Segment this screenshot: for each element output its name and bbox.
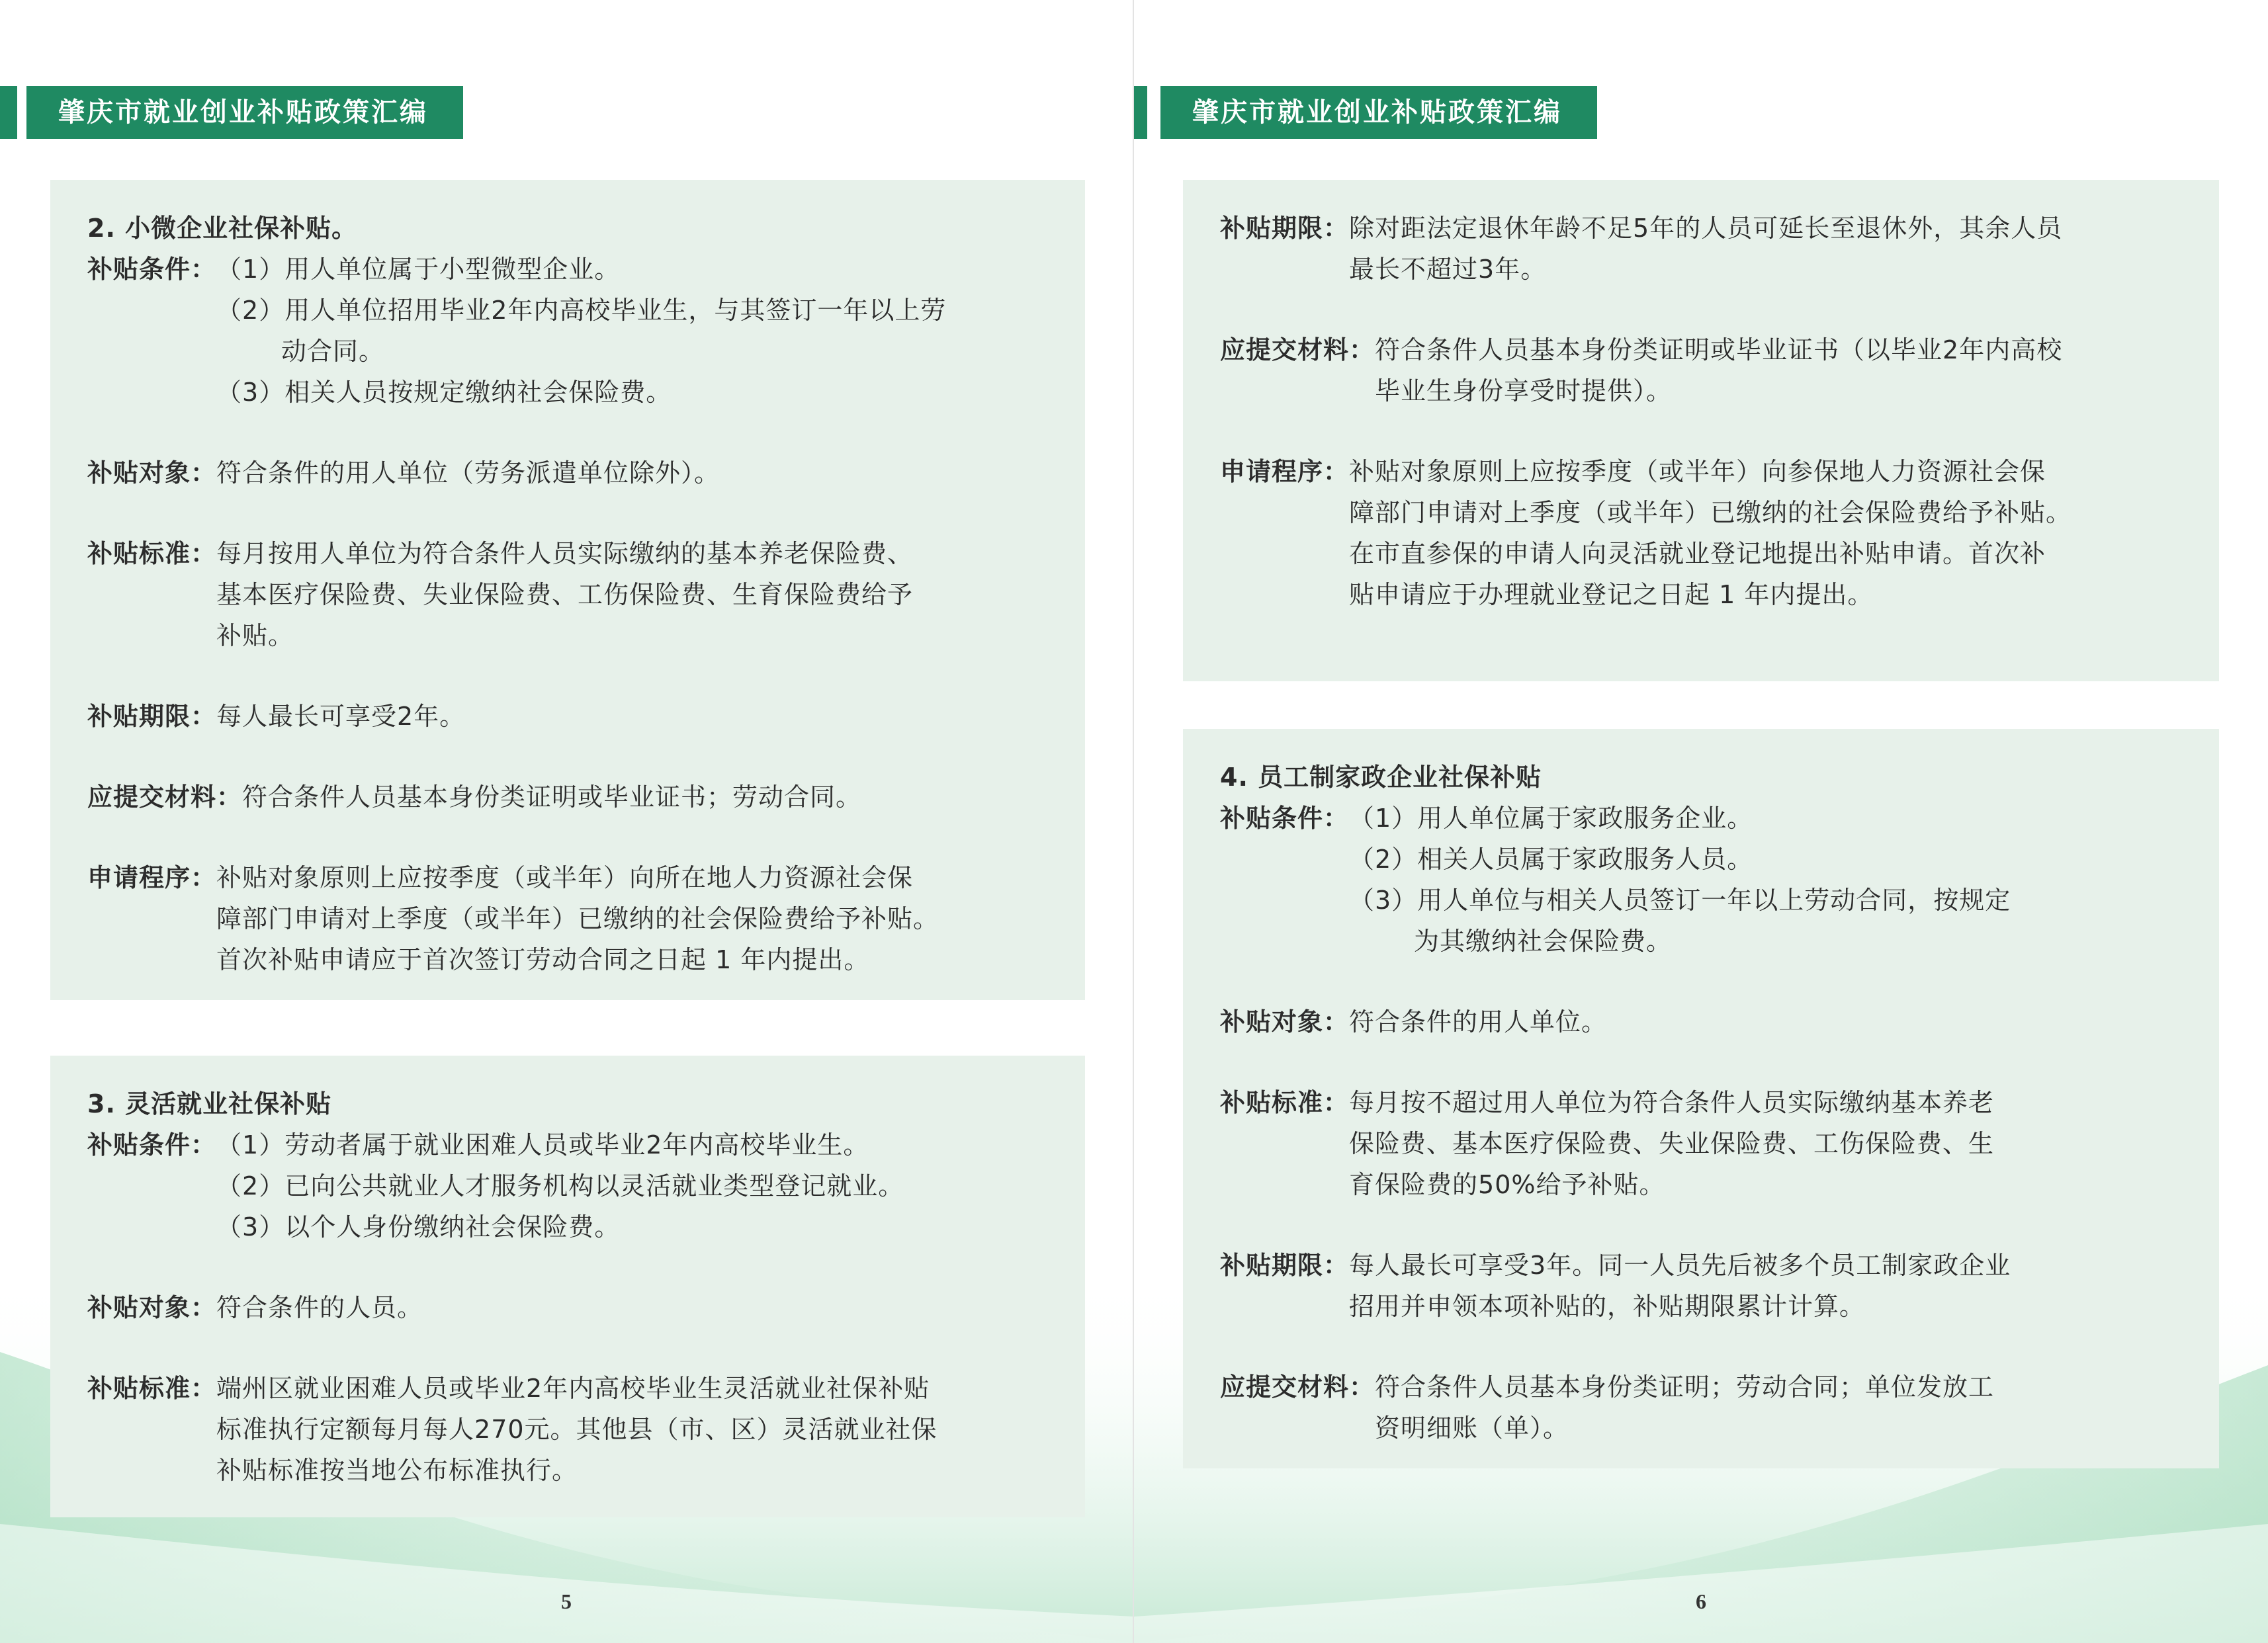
standard-row <box>87 533 1085 656</box>
standard-label: 补贴标准： <box>87 539 217 568</box>
target-text <box>216 1287 1085 1328</box>
materials-text <box>1375 329 2219 411</box>
section-box-2 <box>50 180 1085 1000</box>
standard-line: 补贴标准按当地公布标准执行。 <box>216 1456 578 1485</box>
standard-row <box>1220 1082 2219 1205</box>
procedure-line: 障部门申请对上季度（或半年）已缴纳的社会保险费给予补贴。 <box>1349 498 2072 527</box>
materials-line: 符合条件人员基本身份类证明或毕业证书；劳动合同。 <box>242 782 862 812</box>
procedure-row <box>87 857 1085 980</box>
cond-row <box>87 249 1085 413</box>
procedure-text <box>216 857 1085 980</box>
target-line: 符合条件的用人单位（劳务派遣单位除外）。 <box>216 458 720 487</box>
cond-line: （1）用人单位属于家政服务企业。 <box>1349 804 1753 833</box>
cond-row <box>87 1124 1085 1247</box>
target-text <box>1349 1001 2219 1042</box>
standard-line: 保险费、基本医疗保险费、失业保险费、工伤保险费、生 <box>1349 1129 1995 1158</box>
section-title: 2. 小微企业社保补贴。 <box>87 214 358 243</box>
cond-line: （2）用人单位招用毕业2年内高校毕业生，与其签订一年以上劳 <box>216 296 947 325</box>
target-line: 符合条件的人员。 <box>216 1293 423 1322</box>
cond-line: （3）以个人身份缴纳社会保险费。 <box>216 1212 621 1242</box>
standard-text <box>216 1368 1085 1491</box>
header-stub <box>1134 86 1147 139</box>
procedure-line: 补贴对象原则上应按季度（或半年）向所在地人力资源社会保 <box>216 863 914 892</box>
materials-row <box>1220 1367 2219 1449</box>
period-line: 每人最长可享受3年。同一人员先后被多个员工制家政企业 <box>1349 1251 2011 1280</box>
standard-line: 端州区就业困难人员或毕业2年内高校毕业生灵活就业社保补贴 <box>216 1374 930 1403</box>
period-line: 每人最长可享受2年。 <box>216 702 466 731</box>
procedure-label: 申请程序： <box>1220 457 1350 486</box>
procedure-line: 贴申请应于办理就业登记之日起 1 年内提出。 <box>1349 580 1874 609</box>
materials-label: 应提交材料： <box>87 782 243 812</box>
period-row <box>87 696 1085 737</box>
target-label: 补贴对象： <box>1220 1007 1350 1036</box>
header-title: 肇庆市就业创业补贴政策汇编 <box>1160 86 1597 139</box>
standard-line: 基本医疗保险费、失业保险费、工伤保险费、生育保险费给予 <box>216 580 914 609</box>
page-number: 5 <box>561 1589 572 1613</box>
target-row <box>87 1287 1085 1328</box>
materials-label: 应提交材料： <box>1220 1372 1375 1402</box>
standard-label: 补贴标准： <box>1220 1088 1350 1117</box>
section-title: 4. 员工制家政企业社保补贴 <box>1220 763 1542 792</box>
header-stub <box>0 86 17 139</box>
cond-text <box>216 1124 1085 1247</box>
materials-row <box>1220 329 2219 411</box>
standard-line: 每月按不超过用人单位为符合条件人员实际缴纳基本养老 <box>1349 1088 1995 1117</box>
materials-row <box>87 777 1085 818</box>
page-number: 6 <box>1696 1589 1706 1613</box>
cond-text <box>1349 798 2219 962</box>
procedure-line: 障部门申请对上季度（或半年）已缴纳的社会保险费给予补贴。 <box>216 904 939 933</box>
materials-text <box>242 777 1085 818</box>
cond-line: （2）已向公共就业人才服务机构以灵活就业类型登记就业。 <box>216 1171 904 1201</box>
target-label: 补贴对象： <box>87 458 217 487</box>
materials-line: 符合条件人员基本身份类证明或毕业证书（以毕业2年内高校 <box>1375 335 2063 364</box>
standard-line: 每月按用人单位为符合条件人员实际缴纳的基本养老保险费、 <box>216 539 914 568</box>
target-text <box>216 452 1085 493</box>
header-title: 肇庆市就业创业补贴政策汇编 <box>26 86 463 139</box>
period-row <box>1220 1245 2219 1327</box>
procedure-label: 申请程序： <box>87 863 217 892</box>
standard-text <box>216 533 1085 656</box>
section-title: 3. 灵活就业社保补贴 <box>87 1089 332 1118</box>
period-label: 补贴期限： <box>1220 1251 1350 1280</box>
target-row <box>1220 1001 2219 1042</box>
cond-label: 补贴条件： <box>1220 804 1350 833</box>
standard-label: 补贴标准： <box>87 1374 217 1403</box>
period-label: 补贴期限： <box>87 702 217 731</box>
right-page <box>1134 0 2268 1643</box>
period-line: 招用并申领本项补贴的，补贴期限累计计算。 <box>1349 1292 1866 1321</box>
materials-line: 资明细账（单）。 <box>1375 1413 1569 1443</box>
materials-label: 应提交材料： <box>1220 335 1375 364</box>
section-box-3-continued <box>1183 180 2219 681</box>
cond-line: （3）相关人员按规定缴纳社会保险费。 <box>216 378 672 407</box>
period-line: 除对距法定退休年龄不足5年的人员可延长至退休外，其余人员 <box>1349 214 2063 243</box>
standard-text <box>1349 1082 2219 1205</box>
cond-line: （2）相关人员属于家政服务人员。 <box>1349 845 1753 874</box>
target-row <box>87 452 1085 493</box>
procedure-line: 补贴对象原则上应按季度（或半年）向参保地人力资源社会保 <box>1349 457 2046 486</box>
standard-line: 育保险费的50%给予补贴。 <box>1349 1170 1665 1199</box>
period-text <box>1349 1245 2219 1327</box>
standard-line: 标准执行定额每月每人270元。其他县（市、区）灵活就业社保 <box>216 1415 938 1444</box>
period-row <box>1220 208 2219 290</box>
period-label: 补贴期限： <box>1220 214 1350 243</box>
cond-text <box>216 249 1085 413</box>
standard-row <box>87 1368 1085 1491</box>
target-line: 符合条件的用人单位。 <box>1349 1007 1608 1036</box>
procedure-line: 在市直参保的申请人向灵活就业登记地提出补贴申请。首次补 <box>1349 539 2046 568</box>
procedure-text <box>1349 451 2219 615</box>
cond-line: （1）劳动者属于就业困难人员或毕业2年内高校毕业生。 <box>216 1130 869 1159</box>
procedure-line: 首次补贴申请应于首次签订劳动合同之日起 1 年内提出。 <box>216 945 870 974</box>
materials-line: 毕业生身份享受时提供）。 <box>1375 376 1673 405</box>
cond-line: 为其缴纳社会保险费。 <box>1414 927 1673 956</box>
cond-line: （1）用人单位属于小型微型企业。 <box>216 255 621 284</box>
cond-line: 动合同。 <box>281 337 385 366</box>
section-box-4 <box>1183 729 2219 1468</box>
materials-line: 符合条件人员基本身份类证明；劳动合同；单位发放工 <box>1375 1372 1995 1402</box>
period-text <box>1349 208 2219 290</box>
cond-line: （3）用人单位与相关人员签订一年以上劳动合同，按规定 <box>1349 886 2011 915</box>
procedure-row <box>1220 451 2219 615</box>
standard-line: 补贴。 <box>216 621 294 650</box>
materials-text <box>1375 1367 2219 1449</box>
cond-label: 补贴条件： <box>87 255 217 284</box>
period-text <box>216 696 1085 737</box>
cond-row <box>1220 798 2219 962</box>
cond-label: 补贴条件： <box>87 1130 217 1159</box>
period-line: 最长不超过3年。 <box>1349 255 1547 284</box>
target-label: 补贴对象： <box>87 1293 217 1322</box>
section-box-3 <box>50 1056 1085 1517</box>
